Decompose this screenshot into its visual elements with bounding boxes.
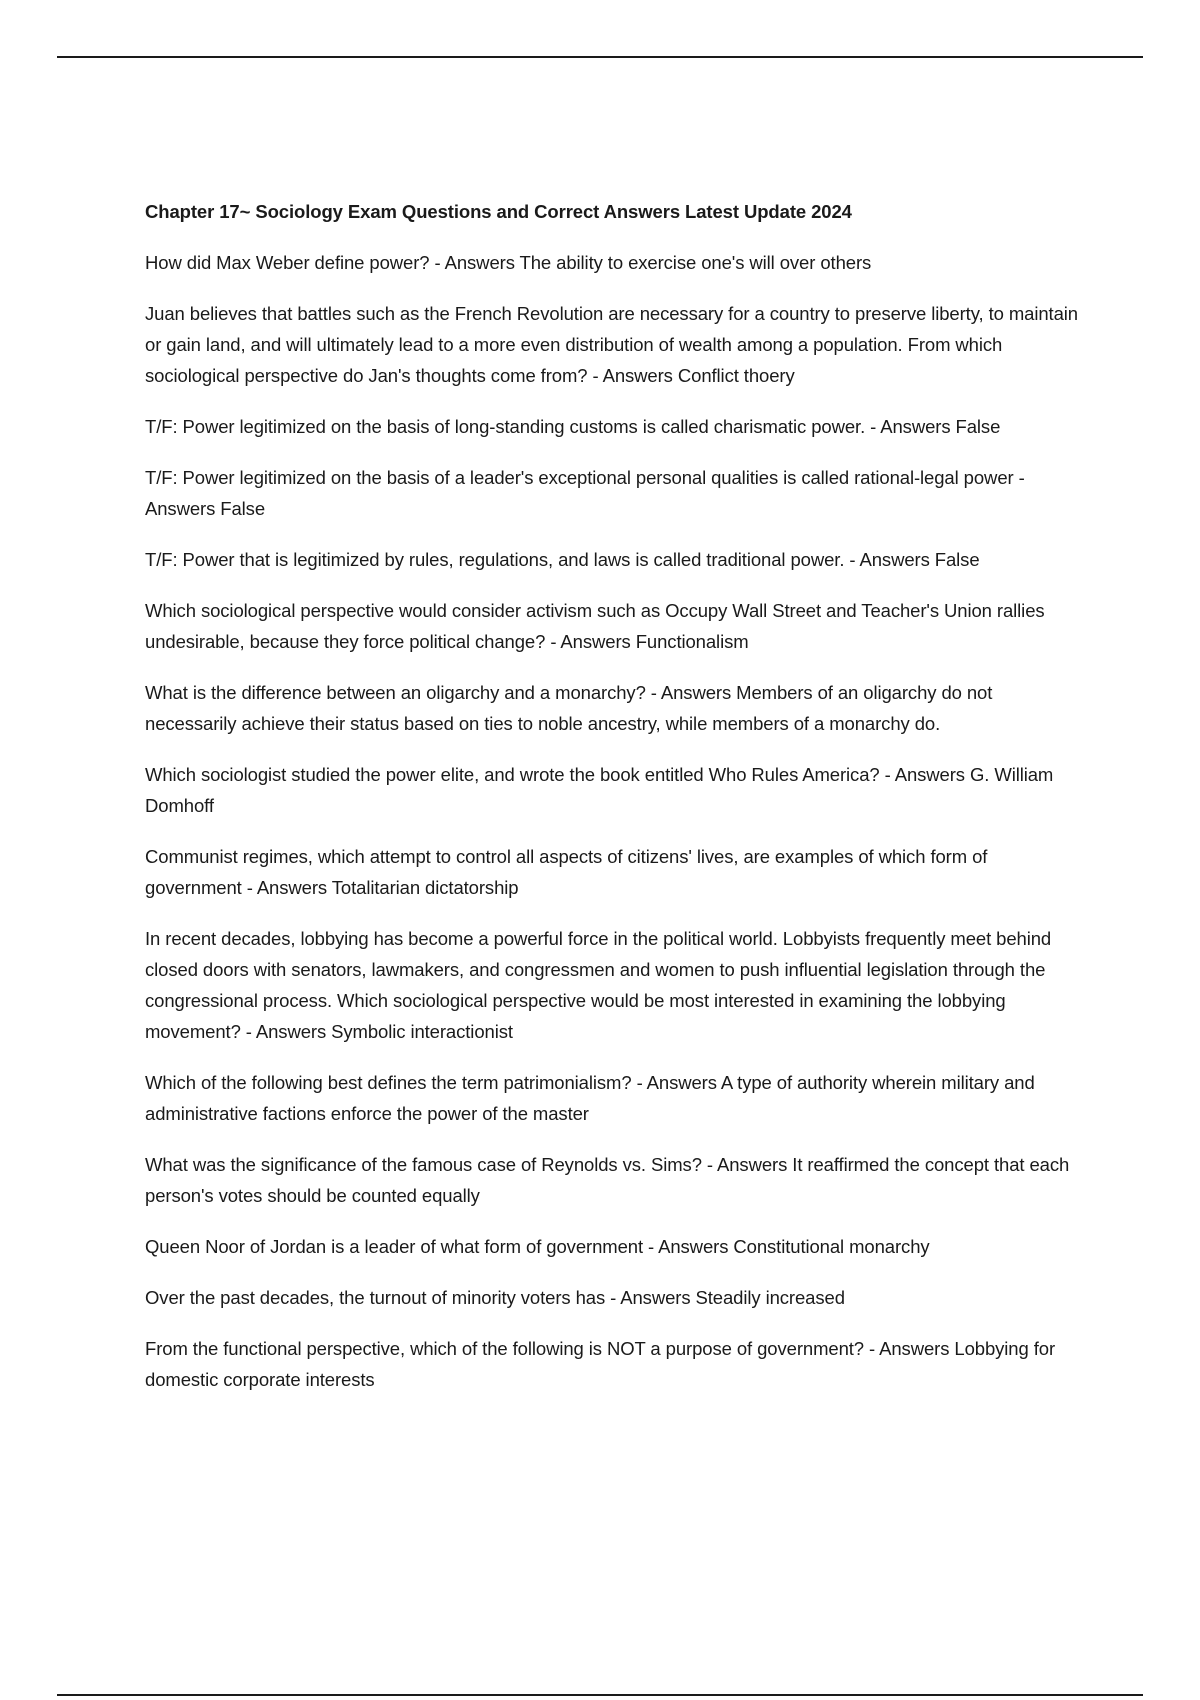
question-item-5: T/F: Power that is legitimized by rules, regulations, and laws is called traditional power. - Answers False — [145, 549, 980, 570]
question-item-8: Which sociologist studied the power elite, and wrote the book entitled Who Rules America? - Answers G. William Domhoff — [145, 764, 1054, 816]
question-item-6: Which sociological perspective would consider activism such as Occupy Wall Street and Teacher's Union rallies undesirable, because they force political change? - Answers Functionalism — [145, 600, 1045, 652]
question-item-9: Communist regimes, which attempt to control all aspects of citizens' lives, are examples of which form of government - Answers Totalitarian dictatorship — [145, 846, 988, 898]
question-item-7: What is the difference between an oligarchy and a monarchy? - Answers Members of an oligarchy do not necessarily achieve their status based on ties to noble ancestry, while members of a monarchy do. — [145, 682, 993, 734]
question-item-11: Which of the following best defines the term patrimonialism? - Answers A type of authority wherein military and administrative factions enforce the power of the master — [145, 1072, 1035, 1124]
document-title: Chapter 17~ Sociology Exam Questions and Correct Answers Latest Update 2024 — [145, 201, 852, 222]
question-item-15: From the functional perspective, which of the following is NOT a purpose of government? - Answers Lobbying for domestic corporate interests — [145, 1338, 1056, 1390]
question-item-12: What was the significance of the famous case of Reynolds vs. Sims? - Answers It reaffirmed the concept that each person's votes should be counted equally — [145, 1154, 1070, 1206]
question-item-4: T/F: Power legitimized on the basis of a leader's exceptional personal qualities is called rational-legal power - Answers False — [145, 467, 1025, 519]
question-item-10: In recent decades, lobbying has become a powerful force in the political world. Lobbyists frequently meet behind closed doors with senators, lawmakers, and congressmen and women to push influential legislation through the congressional process. Which sociological perspective would be most interested in examining the lobbying movement? - Answers Symbolic interactionist — [145, 928, 1052, 1042]
question-item-1: How did Max Weber define power? - Answers The ability to exercise one's will over others — [145, 252, 872, 273]
question-item-13: Queen Noor of Jordan is a leader of what form of government - Answers Constitutional monarchy — [145, 1236, 930, 1257]
top-rule — [57, 56, 1143, 58]
question-item-14: Over the past decades, the turnout of minority voters has - Answers Steadily increased — [145, 1287, 845, 1308]
bottom-rule — [57, 1694, 1143, 1696]
question-item-3: T/F: Power legitimized on the basis of long-standing customs is called charismatic power. - Answers False — [145, 416, 1001, 437]
document-body — [145, 198, 1085, 1415]
question-list — [145, 247, 1085, 1395]
question-item-2: Juan believes that battles such as the French Revolution are necessary for a country to preserve liberty, to maintain or gain land, and will ultimately lead to a more even distribution of wealth among a population. From which sociological perspective do Jan's thoughts come from? - Answers Conflict thoery — [145, 303, 1078, 386]
